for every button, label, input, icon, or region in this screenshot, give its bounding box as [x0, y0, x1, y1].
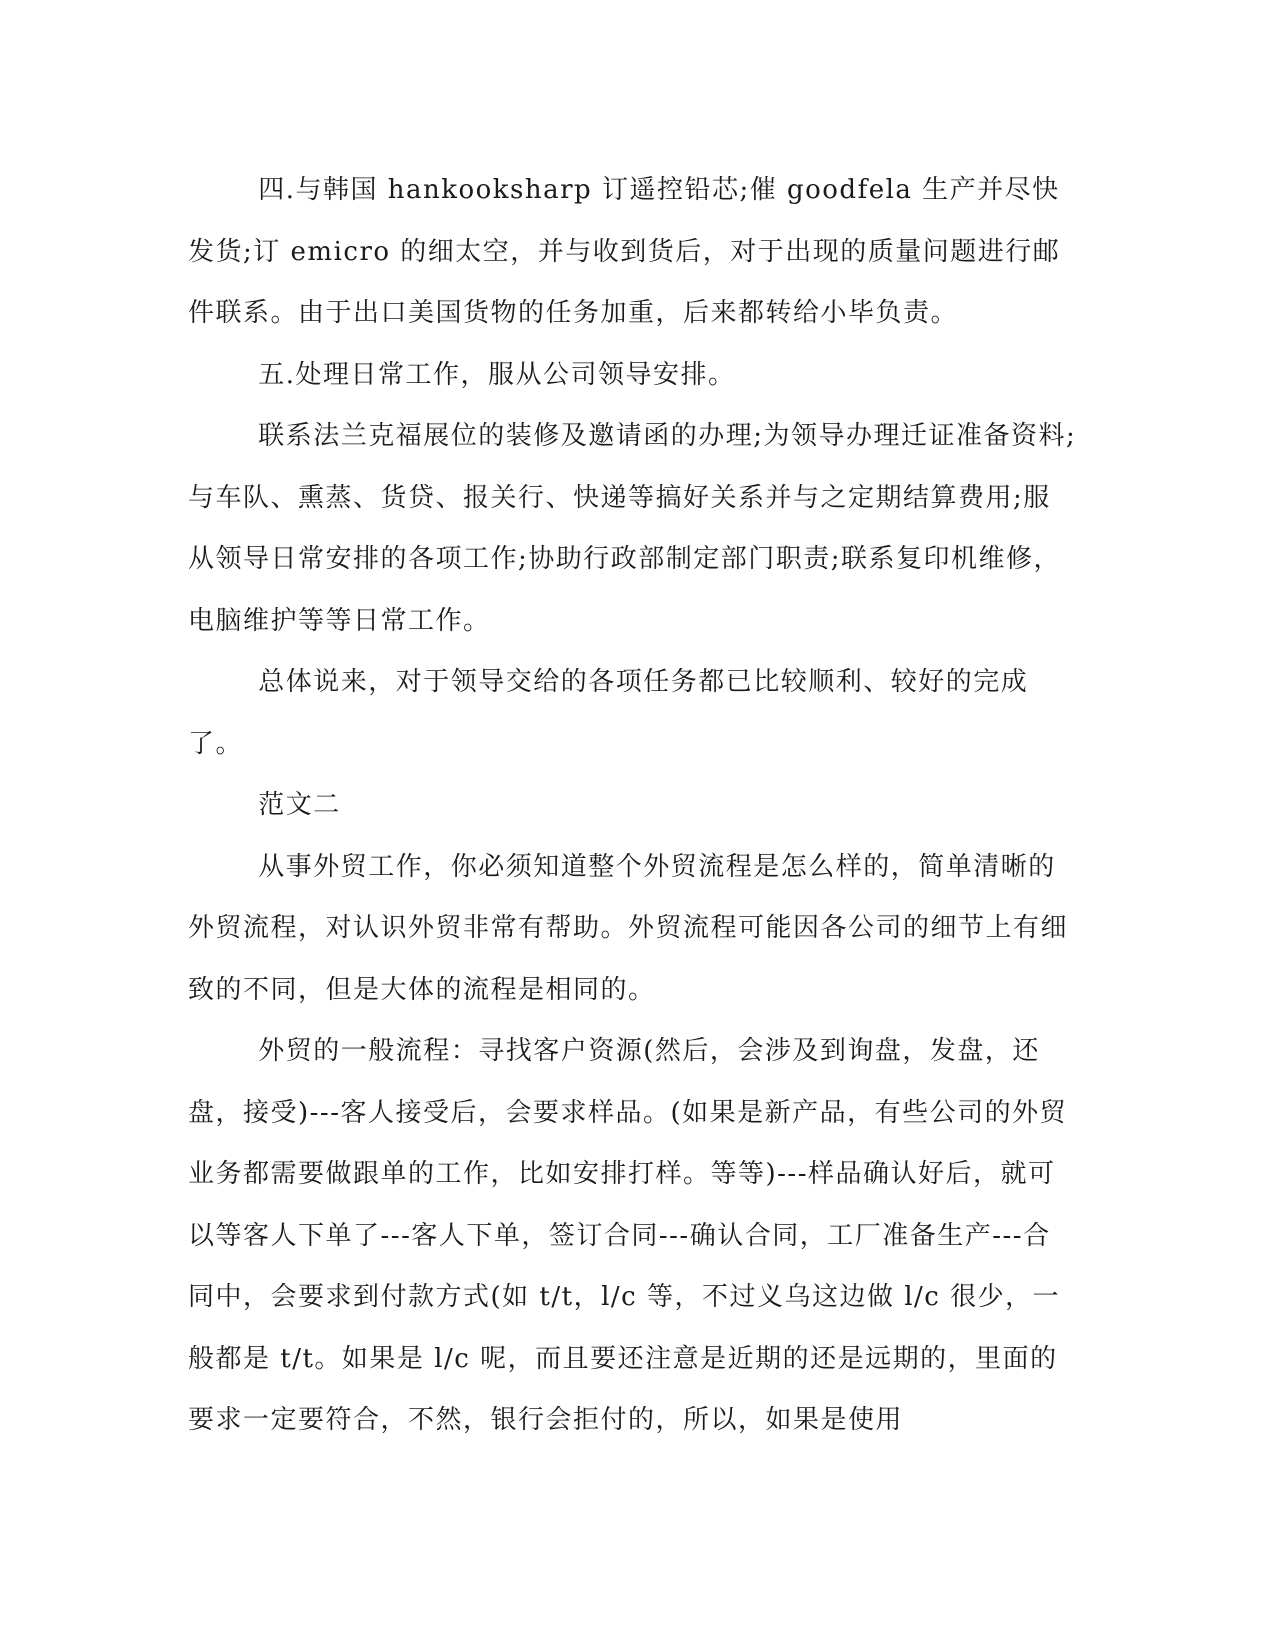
- paragraph-summary: 总体说来，对于领导交给的各项任务都已比较顺利、较好的完成了。: [188, 667, 1029, 759]
- paragraph-trade-intro: 从事外贸工作，你必须知道整个外贸流程是怎么样的，简单清晰的外贸流程，对认识外贸非常有帮助。外贸流程可能因各公司的细节上有细致的不同，但是大体的流程是相同的。: [188, 851, 1069, 1005]
- paragraph-trade-process: 外贸的一般流程：寻找客户资源(然后，会涉及到询盘，发盘，还盘，接受)---客人接受后，会要求样品。(如果是新产品，有些公司的外贸业务都需要做跟单的工作，比如安排打样。等等)---样品确认好后，就可以等客人下单了---客人下单，签订合同---确认合同，工厂准备生产---合同中，会要求到付款方式(如 t/t，l/c 等，不过义乌这边做 l/c 很少，一般都是 t/t。如果是 l/c 呢，而且要还注意是近期的还是远期的，里面的要求一定要符合，不然，银行会拒付的，所以，如果是使用: [188, 1036, 1068, 1435]
- paragraph-item-5-daily-work: 五.处理日常工作，服从公司领导安排。: [258, 359, 736, 390]
- document-body: [188, 160, 1078, 1452]
- paragraph-item-4-korea-orders: 四.与韩国 hankooksharp 订遥控铅芯;催 goodfela 生产并尽快发货;订 emicro 的细太空，并与收到货后，对于出现的质量问题进行邮件联系。由于出口美国货物的任务加重，后来都转给小毕负责。: [188, 175, 1061, 328]
- section-heading-sample-two: 范文二: [258, 790, 341, 820]
- paragraph-daily-tasks-detail: 联系法兰克福展位的装修及邀请函的办理;为领导办理迁证准备资料;与车队、熏蒸、货贷、报关行、快递等搞好关系并与之定期结算费用;服从领导日常安排的各项工作;协助行政部制定部门职责;联系复印机维修，电脑维护等等日常工作。: [188, 421, 1077, 636]
